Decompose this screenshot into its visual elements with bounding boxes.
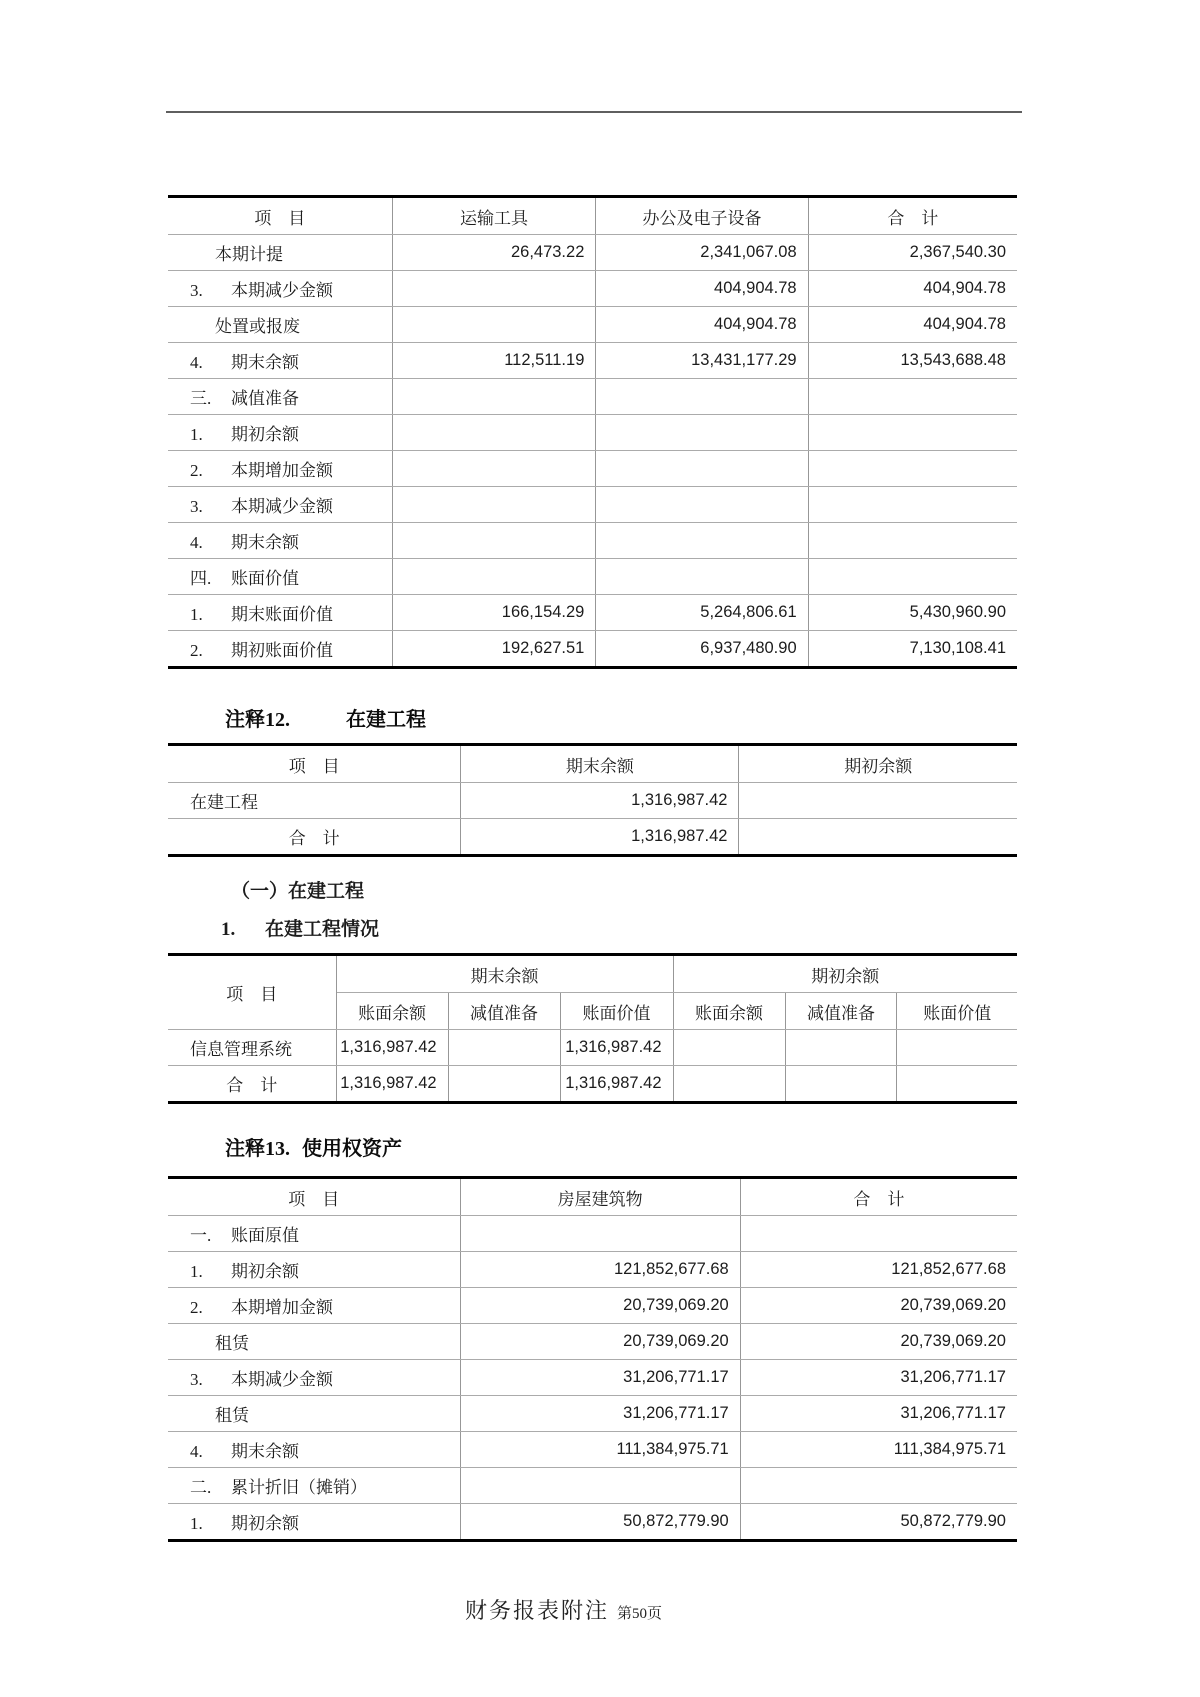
row-label-text: 账面原值 — [231, 1226, 299, 1245]
cell-value: 20,739,069.20 — [740, 1288, 1017, 1324]
row-label-text: 本期减少金额 — [231, 281, 333, 300]
row-label-text: 本期减少金额 — [231, 1370, 333, 1389]
row-label — [168, 1030, 336, 1066]
cell-value: 111,384,975.71 — [460, 1432, 740, 1468]
row-label-text: 本期计提 — [215, 245, 283, 264]
note12-label: 注释12. — [225, 709, 290, 731]
row-label-text: 本期增加金额 — [231, 1298, 333, 1317]
column-header: 期初余额 — [739, 745, 1017, 783]
cell-value — [392, 379, 596, 415]
cell-value — [808, 523, 1017, 559]
row-label — [168, 1468, 460, 1504]
page-content — [168, 195, 1017, 1625]
table-row — [168, 307, 1017, 343]
column-header: 账面价值 — [897, 993, 1017, 1030]
row-label — [168, 487, 392, 523]
column-header: 期初余额 — [673, 955, 1017, 993]
cip-summary-table-container — [168, 743, 1017, 857]
fixed-assets-movement-table — [168, 195, 1017, 669]
row-label — [168, 631, 392, 668]
row-label-text: 合 计 — [226, 1076, 278, 1095]
cell-value — [392, 307, 596, 343]
cell-value — [808, 559, 1017, 595]
row-label — [168, 343, 392, 379]
row-label-text: 处置或报废 — [215, 317, 300, 336]
cell-value — [673, 1066, 785, 1103]
table-row — [168, 595, 1017, 631]
cell-value: 20,739,069.20 — [460, 1324, 740, 1360]
cell-value — [460, 1216, 740, 1252]
column-header: 房屋建筑物 — [460, 1178, 740, 1216]
row-label — [168, 595, 392, 631]
table-row — [168, 1216, 1017, 1252]
cell-value — [808, 379, 1017, 415]
row-label — [168, 1066, 336, 1103]
cell-value: 404,904.78 — [596, 307, 808, 343]
row-label-text: 期末余额 — [231, 353, 299, 372]
cell-value — [392, 415, 596, 451]
cell-value: 31,206,771.17 — [460, 1360, 740, 1396]
cell-value — [392, 271, 596, 307]
note12-title: 在建工程 — [346, 709, 426, 731]
cell-value — [460, 1468, 740, 1504]
cell-value — [392, 559, 596, 595]
table-row — [168, 1252, 1017, 1288]
row-number: 3. — [190, 1370, 203, 1389]
row-number: 三. — [190, 389, 212, 408]
table-row — [168, 271, 1017, 307]
cip-summary-table — [168, 743, 1017, 857]
cip-item-heading: （一）在建工程 — [231, 881, 365, 902]
table-row — [168, 379, 1017, 415]
cell-value — [596, 379, 808, 415]
row-number: 二. — [190, 1478, 212, 1497]
row-label — [168, 379, 392, 415]
cell-value: 31,206,771.17 — [740, 1360, 1017, 1396]
row-label-text: 期末余额 — [231, 1442, 299, 1461]
cell-value — [596, 523, 808, 559]
cell-value: 121,852,677.68 — [740, 1252, 1017, 1288]
note12-heading — [225, 707, 1017, 734]
row-label-text: 累计折旧（摊销） — [231, 1478, 367, 1497]
row-label — [168, 783, 461, 819]
table-row — [168, 235, 1017, 271]
cell-value: 111,384,975.71 — [740, 1432, 1017, 1468]
table-row — [168, 1324, 1017, 1360]
table-row — [168, 559, 1017, 595]
header-rule — [166, 111, 1022, 113]
cell-value — [596, 559, 808, 595]
row-number: 1. — [190, 425, 203, 444]
cell-value — [448, 1066, 560, 1103]
cell-value — [596, 451, 808, 487]
row-label-text: 在建工程 — [190, 793, 258, 812]
cell-value — [448, 1030, 560, 1066]
note13-heading — [225, 1136, 1017, 1163]
table-row — [168, 783, 1017, 819]
table-row — [168, 1504, 1017, 1541]
table-row — [168, 1360, 1017, 1396]
cip-detail-title: 在建工程情况 — [265, 919, 380, 940]
cell-value — [808, 415, 1017, 451]
cell-value: 31,206,771.17 — [460, 1396, 740, 1432]
cell-value — [673, 1030, 785, 1066]
table-row — [168, 1432, 1017, 1468]
row-label-text: 合 计 — [288, 829, 340, 848]
cell-value — [897, 1066, 1017, 1103]
row-label — [168, 1252, 460, 1288]
cell-value — [740, 1468, 1017, 1504]
table-row — [168, 819, 1017, 856]
table-row — [168, 1396, 1017, 1432]
row-label — [168, 1360, 460, 1396]
row-label — [168, 271, 392, 307]
column-header: 减值准备 — [448, 993, 560, 1030]
cell-value: 20,739,069.20 — [460, 1288, 740, 1324]
row-number: 2. — [190, 461, 203, 480]
row-label — [168, 415, 392, 451]
row-label-text: 期初余额 — [231, 1262, 299, 1281]
cell-value: 13,543,688.48 — [808, 343, 1017, 379]
cip-detail-heading — [221, 917, 1017, 942]
cell-value — [596, 415, 808, 451]
column-header: 运输工具 — [392, 197, 596, 235]
table-row — [168, 523, 1017, 559]
row-label — [168, 1216, 460, 1252]
cell-value: 404,904.78 — [808, 271, 1017, 307]
row-label — [168, 1324, 460, 1360]
page-footer — [168, 1594, 1017, 1625]
row-label-text: 租赁 — [215, 1334, 249, 1353]
row-label — [168, 307, 392, 343]
header-row — [168, 1178, 1017, 1216]
row-label — [168, 1288, 460, 1324]
cell-value — [785, 1066, 897, 1103]
row-number: 3. — [190, 281, 203, 300]
row-label — [168, 1504, 460, 1541]
cell-value: 121,852,677.68 — [460, 1252, 740, 1288]
row-label-text: 信息管理系统 — [190, 1040, 292, 1059]
note13-title: 使用权资产 — [302, 1138, 402, 1160]
row-label-text: 期初账面价值 — [231, 641, 333, 660]
row-label — [168, 451, 392, 487]
cell-value: 50,872,779.90 — [460, 1504, 740, 1541]
rou-assets-table — [168, 1176, 1017, 1542]
cell-value — [740, 1216, 1017, 1252]
row-label-text: 租赁 — [215, 1406, 249, 1425]
fixed-assets-movement-table-container — [168, 195, 1017, 669]
table-row — [168, 487, 1017, 523]
footer-title: 财务报表附注 — [464, 1598, 609, 1623]
table-row — [168, 343, 1017, 379]
cell-value: 5,430,960.90 — [808, 595, 1017, 631]
column-header: 账面余额 — [336, 993, 448, 1030]
cell-value — [808, 487, 1017, 523]
column-header: 项 目 — [168, 1178, 460, 1216]
row-number: 四. — [190, 569, 212, 588]
row-label — [168, 1396, 460, 1432]
cell-value: 2,341,067.08 — [596, 235, 808, 271]
header-row — [168, 955, 1017, 993]
cell-value: 50,872,779.90 — [900, 1512, 1006, 1530]
cell-value: 2,367,540.30 — [808, 235, 1017, 271]
row-number: 4. — [190, 353, 203, 372]
column-header: 办公及电子设备 — [596, 197, 808, 235]
row-number: 一. — [190, 1226, 212, 1245]
column-header: 账面价值 — [560, 993, 673, 1030]
cell-value: 192,627.51 — [392, 631, 596, 668]
cell-value — [785, 1030, 897, 1066]
row-label — [168, 523, 392, 559]
column-header: 期末余额 — [461, 745, 739, 783]
row-label-text: 期初余额 — [231, 425, 299, 444]
table-row — [168, 1288, 1017, 1324]
row-number: 3. — [190, 497, 203, 516]
cell-value: 20,739,069.20 — [740, 1324, 1017, 1360]
cell-value: 1,316,987.42 — [336, 1030, 448, 1066]
cell-value: 404,904.78 — [596, 271, 808, 307]
cell-value — [739, 819, 1017, 856]
cip-detail-table-container — [168, 953, 1017, 1104]
header-row — [168, 745, 1017, 783]
row-label-text: 账面价值 — [231, 569, 299, 588]
column-header: 减值准备 — [785, 993, 897, 1030]
cell-value — [392, 523, 596, 559]
row-number: 1. — [190, 1514, 203, 1533]
cell-value: 1,316,987.42 — [461, 819, 739, 856]
cell-value — [739, 783, 1017, 819]
column-header: 账面余额 — [673, 993, 785, 1030]
row-label — [168, 819, 461, 856]
cell-value — [392, 451, 596, 487]
cell-value: 1,316,987.42 — [336, 1066, 448, 1103]
column-header: 项 目 — [168, 745, 461, 783]
cell-value: 31,206,771.17 — [740, 1396, 1017, 1432]
table-row — [168, 415, 1017, 451]
cell-value: 13,431,177.29 — [596, 343, 808, 379]
cell-value: 166,154.29 — [392, 595, 596, 631]
cell-value: 1,316,987.42 — [461, 783, 739, 819]
row-label — [168, 1432, 460, 1468]
row-label-text: 期末余额 — [231, 533, 299, 552]
row-label-text: 期末账面价值 — [231, 605, 333, 624]
cell-value — [897, 1030, 1017, 1066]
column-header: 期末余额 — [336, 955, 673, 993]
table-row — [168, 1066, 1017, 1103]
cell-value: 1,316,987.42 — [560, 1066, 673, 1103]
table-row — [168, 451, 1017, 487]
column-header: 合 计 — [808, 197, 1017, 235]
row-number: 1. — [190, 605, 203, 624]
cell-value: 6,937,480.90 — [596, 631, 808, 668]
rou-assets-table-container — [168, 1176, 1017, 1542]
column-header: 项 目 — [168, 955, 336, 1030]
cell-value: 1,316,987.42 — [560, 1030, 673, 1066]
cell-value: 7,130,108.41 — [909, 639, 1006, 657]
row-label — [168, 559, 392, 595]
row-label-text: 本期增加金额 — [231, 461, 333, 480]
row-number: 4. — [190, 533, 203, 552]
row-number: 2. — [190, 1298, 203, 1317]
table-row — [168, 631, 1017, 668]
cell-value — [596, 487, 808, 523]
cip-detail-table — [168, 953, 1017, 1104]
note13-label: 注释13. — [225, 1138, 290, 1160]
row-label — [168, 235, 392, 271]
cell-value: 5,264,806.61 — [596, 595, 808, 631]
cell-value: 26,473.22 — [392, 235, 596, 271]
cip-detail-number: 1. — [221, 919, 236, 940]
row-label-text: 期初余额 — [231, 1514, 299, 1533]
row-label-text: 本期减少金额 — [231, 497, 333, 516]
row-number: 1. — [190, 1262, 203, 1281]
table-row — [168, 1468, 1017, 1504]
column-header: 项 目 — [168, 197, 392, 235]
header-row — [168, 197, 1017, 235]
cell-value — [392, 487, 596, 523]
row-label-text: 减值准备 — [231, 389, 299, 408]
footer-page-number: 第50页 — [617, 1606, 663, 1622]
table-row — [168, 1030, 1017, 1066]
row-number: 4. — [190, 1442, 203, 1461]
column-header: 合 计 — [740, 1178, 1017, 1216]
cell-value: 404,904.78 — [808, 307, 1017, 343]
row-number: 2. — [190, 641, 203, 660]
cell-value — [808, 451, 1017, 487]
cell-value: 112,511.19 — [392, 343, 596, 379]
